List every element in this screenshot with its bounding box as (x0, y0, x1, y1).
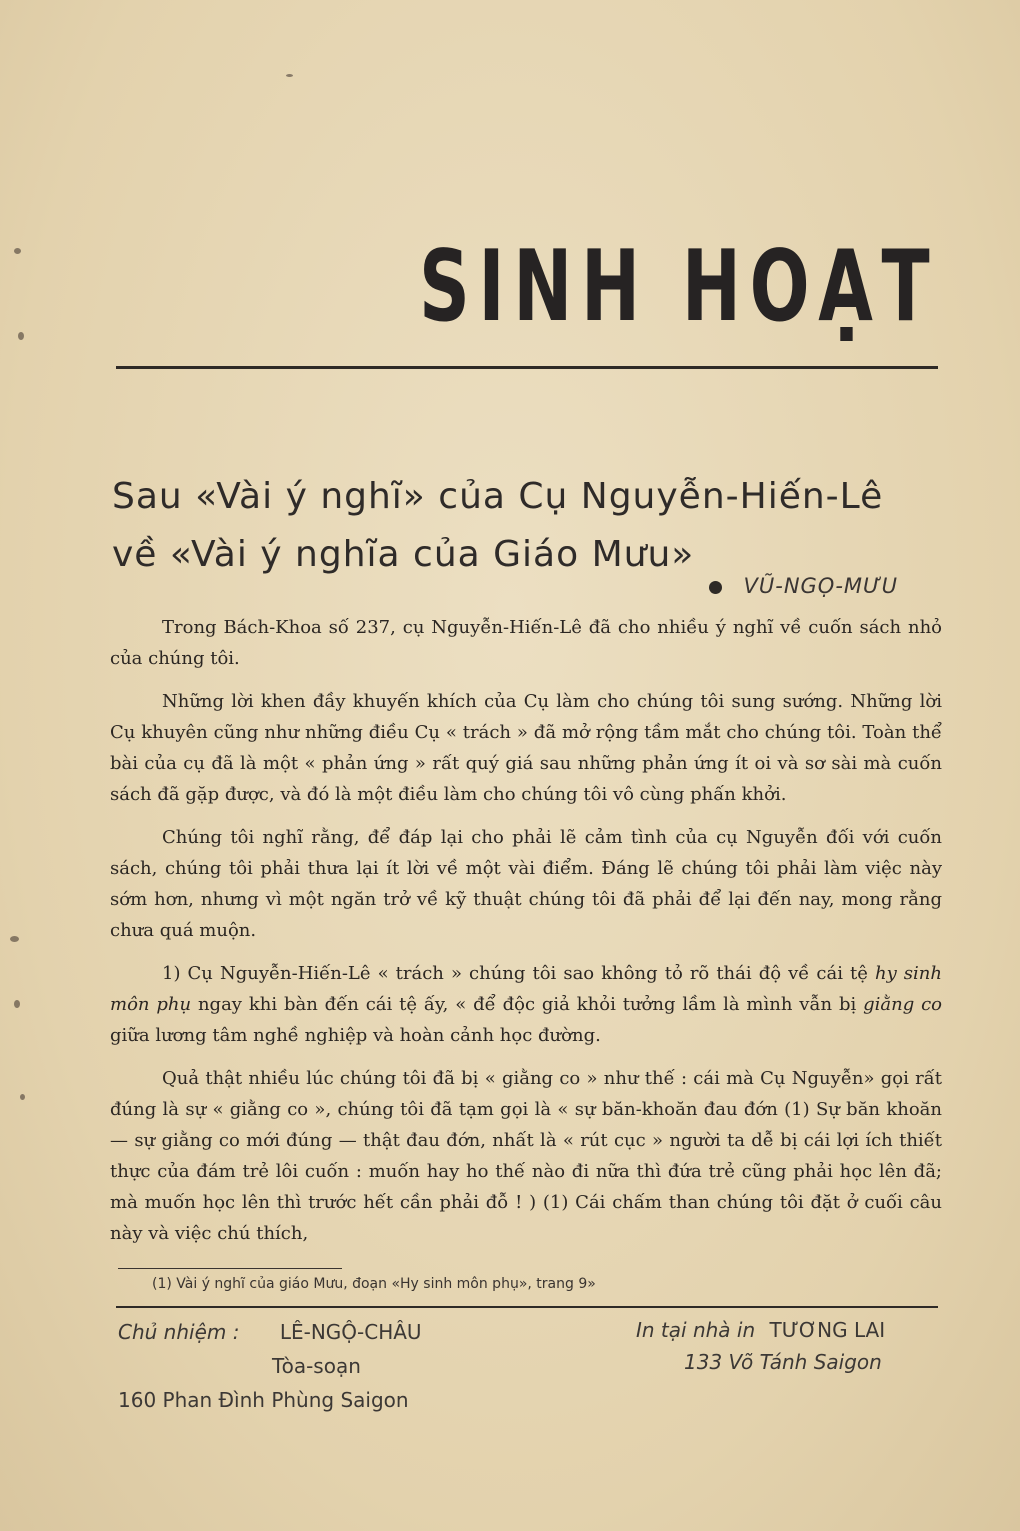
paragraph-4-text-c: giữa lương tâm nghề nghiệp và hoàn cảnh học đường. (110, 1025, 601, 1046)
printer-address-text: 133 Võ Tánh Saigon (684, 1350, 882, 1374)
paragraph-5: Quả thật nhiều lúc chúng tôi đã bị « giằng co » như thế : cái mà Cụ Nguyễn» gọi rất đúng là sự « giằng co », chúng tôi đã tạm gọi là « sự băn-khoăn đau đớn (1) Sự băn khoăn — sự giằng co mới đúng — thật đau đớn, nhất là « rút cục » người ta dễ bị cái lợi ích thiết thực của đám trẻ lôi cuốn : muốn hay ho thế nào đi nữa thì đứa trẻ cũng phải học lên đã; mà muốn học lên thì trước hết cần phải đỗ ! ) (1) Cái chấm than chúng tôi đặt ở cuối câu này và việc chú thích, (110, 1068, 942, 1244)
imprint-director (118, 1320, 422, 1344)
paragraph-4-text-b: ngay khi bàn đến cái tệ ấy, « để độc giả khỏi tưởng lầm là mình vẫn bị (197, 994, 857, 1015)
paper-spot (20, 1094, 25, 1100)
paragraph-2: Những lời khen đầy khuyến khích của Cụ làm cho chúng tôi sung sướng. Những lời Cụ khuyên cũng như những điều Cụ « trách » đã mở rộng tầm mắt cho chúng tôi. Toàn thể bài của cụ đã là một « phản ứng » rất quý giá sau những phản ứng ít oi và sơ sài mà cuốn sách đã gặp được, và đó là một điều làm cho chúng tôi vô cùng phấn khởi. (110, 691, 942, 805)
paper-spot (18, 332, 24, 340)
director-label: Chủ nhiệm : (118, 1320, 240, 1344)
paragraph-4-italic-a: hy sinh môn phụ (110, 963, 942, 1015)
article-title-line-1: Sau «Vài ý nghĩ» của Cụ Nguyễn-Hiến-Lê (112, 476, 884, 517)
bullet-icon (709, 581, 722, 594)
paper-spot (14, 1000, 20, 1008)
header-rule (116, 366, 938, 369)
paragraph-4-text-a: 1) Cụ Nguyễn-Hiến-Lê « trách » chúng tôi sao không tỏ rõ thái độ về cái tệ (162, 963, 868, 984)
article-author (709, 574, 899, 598)
article-body (110, 612, 942, 1261)
paragraph-4-italic-b: giằng co (863, 994, 943, 1015)
imprint-printer (636, 1318, 885, 1342)
section-title: SINH HOẠT (418, 230, 938, 344)
printer-name: TƯƠNG LAI (769, 1318, 886, 1342)
paper-spot (286, 74, 293, 77)
footnote: (1) Vài ý nghĩ của giáo Mưu, đoạn «Hy sinh môn phụ», trang 9» (152, 1276, 596, 1292)
article-title-line-2: về «Vài ý nghĩa của Giáo Mưu» (112, 534, 695, 575)
printer-label: In tại nhà in (636, 1318, 756, 1342)
office-label: Tòa-soạn (272, 1354, 361, 1378)
paragraph-3: Chúng tôi nghĩ rằng, để đáp lại cho phải lẽ cảm tình của cụ Nguyễn đối với cuốn sách, chúng tôi phải thưa lại ít lời về một vài điểm. Đáng lẽ chúng tôi phải làm việc này sớm hơn, nhưng vì một ngăn trở về kỹ thuật chúng tôi đã phải để lại đến nay, mong rằng chưa quá muộn. (110, 827, 942, 941)
paragraph-4 (110, 958, 942, 1051)
paragraph-1: Trong Bách-Khoa số 237, cụ Nguyễn-Hiến-Lê đã cho nhiều ý nghĩ về cuốn sách nhỏ của chúng tôi. (110, 617, 942, 669)
footnote-rule (118, 1268, 342, 1269)
paper-spot (10, 936, 19, 942)
author-name: VŨ-NGỌ-MƯU (743, 574, 898, 598)
paper-spot (14, 248, 21, 254)
director-name: LÊ-NGỘ-CHÂU (279, 1320, 422, 1344)
imprint-rule (116, 1306, 938, 1308)
printer-address (684, 1350, 882, 1374)
office-address: 160 Phan Đình Phùng Saigon (118, 1388, 409, 1412)
article-title (112, 468, 942, 584)
